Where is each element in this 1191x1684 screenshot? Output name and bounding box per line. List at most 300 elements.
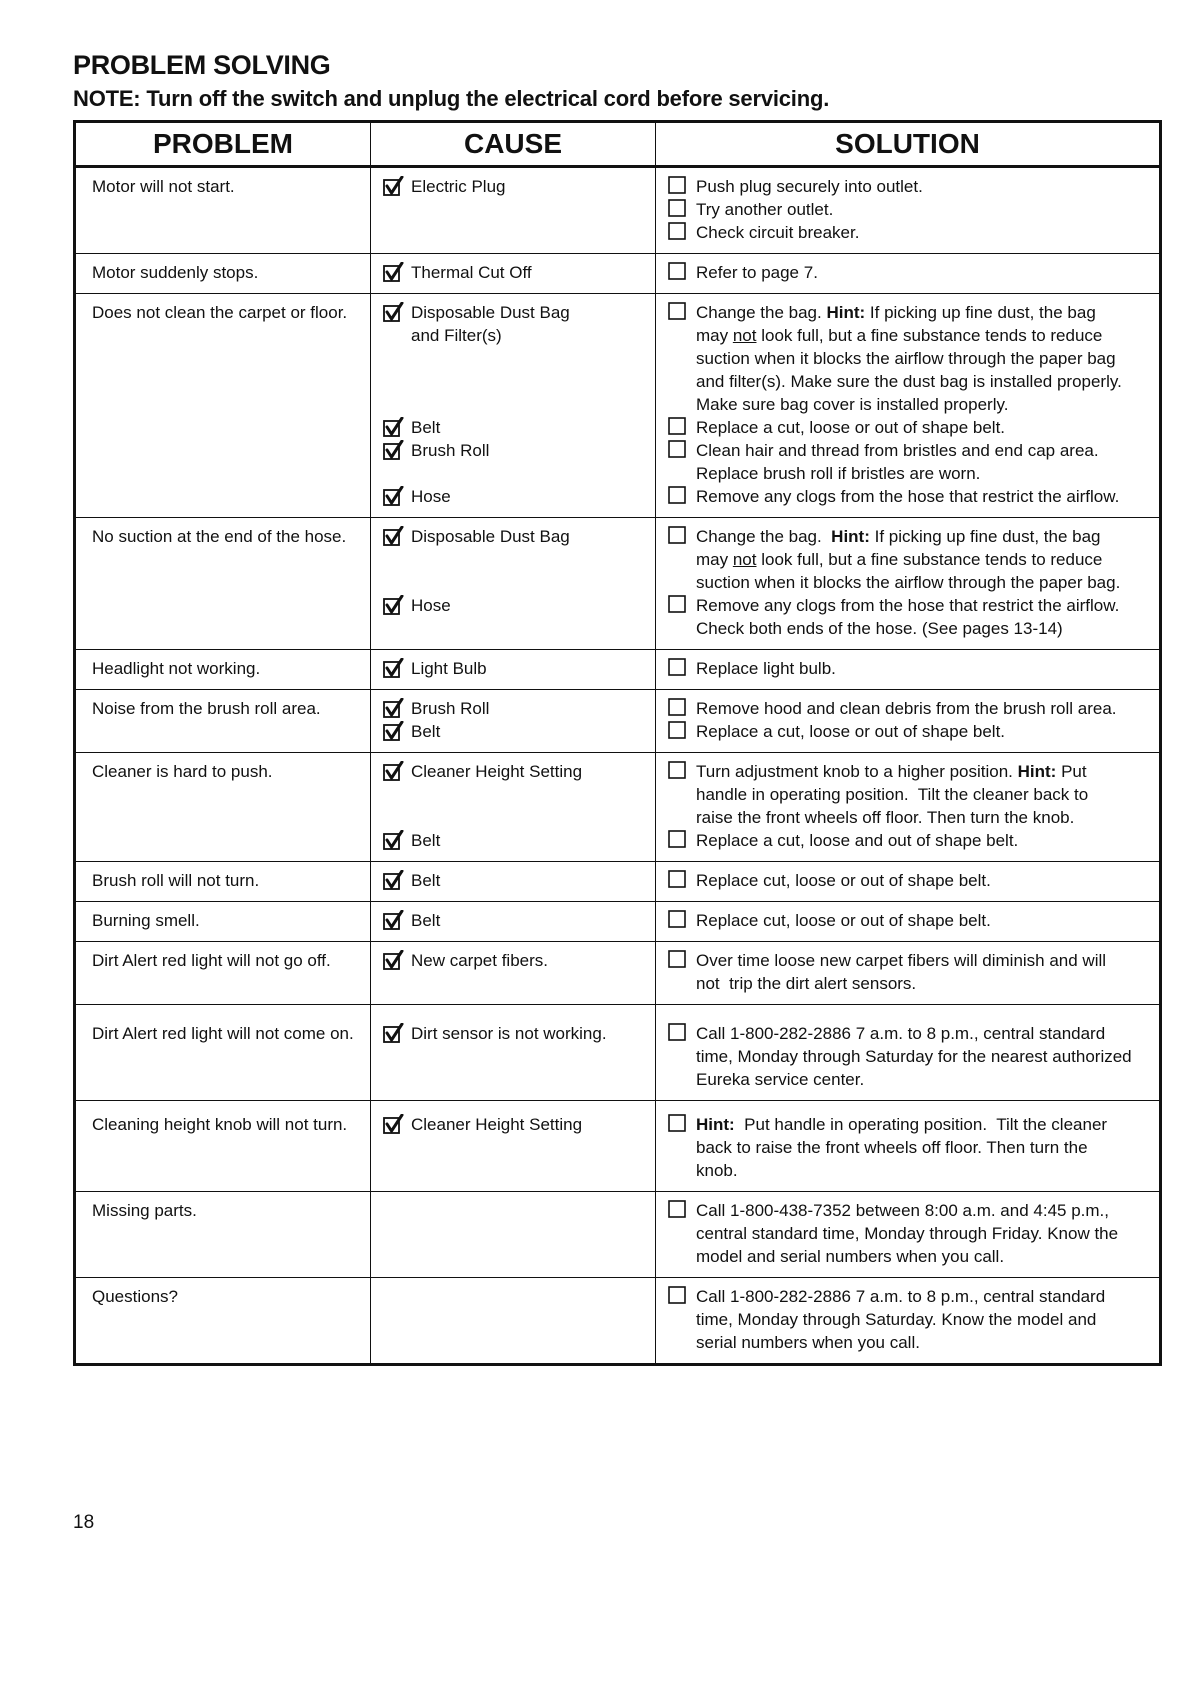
text-run: Eureka service center.: [696, 1070, 865, 1089]
solution-line: [666, 1285, 1151, 1308]
solution-line: [666, 1045, 1151, 1068]
empty-checkbox-icon: [666, 869, 696, 892]
column-header-cause: CAUSE: [371, 122, 656, 167]
empty-checkbox-icon: [666, 657, 696, 680]
problem-cell: [75, 690, 371, 753]
solution-text: [696, 829, 1018, 852]
problem-text: Dirt Alert red light will not go off.: [92, 951, 331, 970]
cause-text: Dirt sensor is not working.: [411, 1024, 607, 1043]
indent-spacer: [666, 1045, 696, 1068]
solution-line: [666, 221, 1151, 244]
problem-text: Headlight not working.: [92, 659, 261, 678]
cause-cell: [371, 942, 656, 1005]
indent-spacer: [666, 1159, 696, 1182]
solution-line: [666, 301, 1151, 324]
cause-text: Electric Plug: [411, 177, 506, 196]
cause-cell: [371, 518, 656, 650]
text-run: Replace cut, loose or out of shape belt.: [696, 911, 991, 930]
problem-cell: [75, 902, 371, 942]
problem-cell: [75, 1192, 371, 1278]
empty-checkbox-icon: [666, 1022, 696, 1045]
indent-spacer: [666, 972, 696, 995]
solution-cell: [656, 902, 1161, 942]
cause-text: Cleaner Height Setting: [411, 762, 583, 781]
cause-cell: [371, 294, 656, 518]
checked-box-icon: [381, 1113, 411, 1136]
indent-spacer: [666, 783, 696, 806]
solution-line: [666, 1245, 1151, 1268]
empty-checkbox-icon: [666, 198, 696, 221]
cause-item: [381, 1113, 647, 1136]
text-run: handle in operating position. Tilt the cleaner back to: [696, 785, 1089, 804]
cause-text: Hose: [411, 596, 451, 615]
solution-line: [666, 806, 1151, 829]
empty-checkbox-icon: [666, 697, 696, 720]
checked-box-icon: [381, 416, 411, 439]
text-run: suction when it blocks the airflow through the paper bag: [696, 349, 1116, 368]
cause-text: New carpet fibers.: [411, 951, 548, 970]
solution-text: [696, 617, 1063, 640]
solution-cell: [656, 518, 1161, 650]
problem-text: Missing parts.: [92, 1201, 197, 1220]
checked-box-icon: [381, 525, 411, 548]
solution-line: [666, 1222, 1151, 1245]
solution-line: [666, 1308, 1151, 1331]
text-run: Remove any clogs from the hose that restrict the airflow.: [696, 596, 1120, 615]
text-run: If picking up fine dust, the bag: [865, 303, 1096, 322]
indent-spacer: [381, 324, 411, 347]
text-run: Call 1-800-282-2886 7 a.m. to 8 p.m., central standard: [696, 1024, 1106, 1043]
solution-text: [696, 439, 1099, 462]
cause-item: [381, 949, 647, 972]
cause-text: Belt: [411, 722, 441, 741]
solution-line: [666, 393, 1151, 416]
solution-text: [696, 1285, 1105, 1308]
problem-text: Noise from the brush roll area.: [92, 699, 321, 718]
cause-item: [381, 439, 647, 462]
solution-cell: [656, 1192, 1161, 1278]
checked-box-icon: [381, 657, 411, 680]
cause-text: Cleaner Height Setting: [411, 1115, 583, 1134]
solution-line: [666, 909, 1151, 932]
solution-line: [666, 783, 1151, 806]
text-run: Refer to page 7.: [696, 263, 818, 282]
solution-text: [696, 1045, 1132, 1068]
text-run: Call 1-800-282-2886 7 a.m. to 8 p.m., central standard: [696, 1287, 1106, 1306]
emphasis-text: not: [732, 326, 757, 345]
solution-text: [696, 1222, 1118, 1245]
solution-line: [666, 485, 1151, 508]
cause-cell: [371, 1192, 656, 1278]
empty-checkbox-icon: [666, 261, 696, 284]
problem-solving-table: [73, 120, 1162, 1366]
solution-cell: [656, 690, 1161, 753]
empty-checkbox-icon: [666, 175, 696, 198]
indent-spacer: [666, 571, 696, 594]
solution-text: [696, 594, 1119, 617]
empty-checkbox-icon: [666, 760, 696, 783]
solution-text: [696, 301, 1096, 324]
indent-spacer: [666, 324, 696, 347]
indent-spacer: [666, 1222, 696, 1245]
solution-line: [666, 1159, 1151, 1182]
text-run: Over time loose new carpet fibers will diminish and will: [696, 951, 1107, 970]
cause-item: [381, 909, 647, 932]
cause-cell: [371, 1005, 656, 1101]
solution-text: [696, 485, 1119, 508]
text-run: Try another outlet.: [696, 200, 834, 219]
solution-text: [696, 869, 991, 892]
text-run: suction when it blocks the airflow through the paper bag.: [696, 573, 1121, 592]
solution-text: [696, 221, 859, 244]
table-row: [75, 650, 1161, 690]
cause-text: Brush Roll: [411, 699, 490, 718]
cause-item: [381, 594, 647, 617]
empty-checkbox-icon: [666, 525, 696, 548]
cause-text: and Filter(s): [411, 326, 502, 345]
solution-line: [666, 439, 1151, 462]
problem-cell: [75, 1101, 371, 1192]
solution-text: [696, 1159, 738, 1182]
solution-line: [666, 869, 1151, 892]
text-run: Push plug securely into outlet.: [696, 177, 923, 196]
problem-text: Burning smell.: [92, 911, 200, 930]
empty-checkbox-icon: [666, 1285, 696, 1308]
text-run: look full, but a fine substance tends to reduce: [756, 326, 1103, 345]
indent-spacer: [666, 1245, 696, 1268]
empty-checkbox-icon: [666, 1199, 696, 1222]
solution-text: [696, 347, 1116, 370]
cause-item: [381, 175, 647, 198]
problem-text: Motor will not start.: [92, 177, 235, 196]
table-row: [75, 254, 1161, 294]
text-run: time, Monday through Saturday for the nearest authorized: [696, 1047, 1132, 1066]
solution-text: [696, 1136, 1088, 1159]
text-run: Replace brush roll if bristles are worn.: [696, 464, 981, 483]
cause-cell: [371, 690, 656, 753]
empty-checkbox-icon: [666, 416, 696, 439]
text-run: Replace cut, loose or out of shape belt.: [696, 871, 991, 890]
problem-text: Cleaner is hard to push.: [92, 762, 273, 781]
solution-text: [696, 370, 1122, 393]
cause-text: Light Bulb: [411, 659, 487, 678]
empty-checkbox-icon: [666, 594, 696, 617]
cause-item: [381, 261, 647, 284]
indent-spacer: [666, 347, 696, 370]
solution-text: [696, 525, 1101, 548]
checked-box-icon: [381, 485, 411, 508]
checked-box-icon: [381, 175, 411, 198]
solution-cell: [656, 862, 1161, 902]
solution-text: [696, 175, 923, 198]
table-row: [75, 294, 1161, 518]
text-run: Change the bag.: [696, 527, 832, 546]
page-number: 18: [73, 1512, 95, 1533]
cause-item: [381, 416, 647, 439]
hint-label: Hint:: [826, 303, 866, 322]
text-run: Put handle in operating position. Tilt the cleaner: [734, 1115, 1108, 1134]
solution-cell: [656, 294, 1161, 518]
cause-text: Belt: [411, 418, 441, 437]
solution-line: [666, 760, 1151, 783]
cause-text: Thermal Cut Off: [411, 263, 532, 282]
text-run: Replace a cut, loose or out of shape belt.: [696, 418, 1006, 437]
solution-text: [696, 198, 833, 221]
solution-line: [666, 370, 1151, 393]
solution-line: [666, 261, 1151, 284]
solution-text: [696, 571, 1120, 594]
cause-item: [381, 525, 647, 548]
table-row: [75, 753, 1161, 862]
cause-cell: [371, 650, 656, 690]
checked-box-icon: [381, 301, 411, 324]
text-run: model and serial numbers when you call.: [696, 1247, 1005, 1266]
table-row: [75, 942, 1161, 1005]
cause-text: Disposable Dust Bag: [411, 303, 570, 322]
text-run: Check circuit breaker.: [696, 223, 860, 242]
solution-text: [696, 783, 1088, 806]
cause-item: [381, 720, 647, 743]
empty-checkbox-icon: [666, 949, 696, 972]
cause-item: [381, 829, 647, 852]
hint-label: Hint:: [696, 1115, 735, 1134]
empty-checkbox-icon: [666, 301, 696, 324]
cause-item: [381, 301, 647, 324]
table-row: [75, 167, 1161, 254]
solution-line: [666, 972, 1151, 995]
checked-box-icon: [381, 1022, 411, 1045]
solution-cell: [656, 1101, 1161, 1192]
cause-text: Belt: [411, 911, 441, 930]
table-header-row: [75, 122, 1161, 167]
column-header-solution: SOLUTION: [656, 122, 1161, 167]
table-row: [75, 1192, 1161, 1278]
solution-text: [696, 1331, 920, 1354]
solution-text: [696, 949, 1106, 972]
solution-text: [696, 416, 1005, 439]
solution-line: [666, 1068, 1151, 1091]
cause-item: [381, 485, 647, 508]
text-run: serial numbers when you call.: [696, 1333, 920, 1352]
hint-label: Hint:: [831, 527, 870, 546]
cause-text: Belt: [411, 871, 441, 890]
solution-text: [696, 720, 1005, 743]
checked-box-icon: [381, 829, 411, 852]
indent-spacer: [666, 617, 696, 640]
emphasis-text: not: [732, 550, 757, 569]
text-run: Replace a cut, loose or out of shape belt.: [696, 722, 1006, 741]
text-run: Remove hood and clean debris from the brush roll area.: [696, 699, 1117, 718]
table-row: [75, 862, 1161, 902]
checked-box-icon: [381, 869, 411, 892]
text-run: knob.: [696, 1161, 738, 1180]
cause-text: Disposable Dust Bag: [411, 527, 570, 546]
solution-cell: [656, 650, 1161, 690]
empty-checkbox-icon: [666, 909, 696, 932]
solution-line: [666, 949, 1151, 972]
table-row: [75, 1005, 1161, 1101]
cause-cell: [371, 167, 656, 254]
problem-cell: [75, 862, 371, 902]
hint-label: Hint:: [1017, 762, 1057, 781]
solution-cell: [656, 254, 1161, 294]
page-title: PROBLEM SOLVING: [73, 50, 331, 80]
solution-line: [666, 829, 1151, 852]
problem-cell: [75, 650, 371, 690]
problem-text: Motor suddenly stops.: [92, 263, 259, 282]
text-run: Call 1-800-438-7352 between 8:00 a.m. and 4:45 p.m.,: [696, 1201, 1109, 1220]
text-run: central standard time, Monday through Friday. Know the: [696, 1224, 1119, 1243]
text-run: back to raise the front wheels off floor. Then turn the: [696, 1138, 1088, 1157]
cause-item: [381, 1022, 647, 1045]
problem-cell: [75, 1005, 371, 1101]
cause-cell: [371, 1101, 656, 1192]
indent-spacer: [666, 1068, 696, 1091]
problem-text: Dirt Alert red light will not come on.: [92, 1024, 354, 1043]
problem-cell: [75, 753, 371, 862]
solution-text: [696, 909, 991, 932]
text-run: Replace a cut, loose and out of shape belt.: [696, 831, 1019, 850]
text-run: not trip the dirt alert sensors.: [696, 974, 917, 993]
text-run: may: [696, 326, 733, 345]
problem-text: No suction at the end of the hose.: [92, 527, 347, 546]
solution-text: [696, 1113, 1107, 1136]
cause-text: Hose: [411, 487, 451, 506]
cause-item: [381, 697, 647, 720]
solution-line: [666, 697, 1151, 720]
cause-item: [381, 760, 647, 783]
solution-cell: [656, 167, 1161, 254]
solution-text: [696, 697, 1117, 720]
problem-text: Does not clean the carpet or floor.: [92, 303, 348, 322]
cause-item: [381, 657, 647, 680]
empty-checkbox-icon: [666, 485, 696, 508]
cause-item: [381, 324, 647, 347]
checked-box-icon: [381, 439, 411, 462]
solution-text: [696, 393, 1008, 416]
solution-line: [666, 1331, 1151, 1354]
cause-cell: [371, 753, 656, 862]
solution-text: [696, 324, 1102, 347]
solution-text: [696, 1199, 1109, 1222]
checked-box-icon: [381, 697, 411, 720]
solution-line: [666, 594, 1151, 617]
checked-box-icon: [381, 949, 411, 972]
solution-line: [666, 198, 1151, 221]
solution-line: [666, 1113, 1151, 1136]
empty-checkbox-icon: [666, 1113, 696, 1136]
solution-text: [696, 806, 1074, 829]
problem-cell: [75, 254, 371, 294]
column-header-problem: PROBLEM: [75, 122, 371, 167]
solution-text: [696, 261, 818, 284]
solution-line: [666, 1136, 1151, 1159]
table-row: [75, 690, 1161, 753]
checked-box-icon: [381, 760, 411, 783]
cause-text: Brush Roll: [411, 441, 490, 460]
indent-spacer: [666, 393, 696, 416]
cause-cell: [371, 862, 656, 902]
empty-checkbox-icon: [666, 829, 696, 852]
text-run: Put: [1056, 762, 1087, 781]
table-row: [75, 902, 1161, 942]
solution-line: [666, 571, 1151, 594]
cause-cell: [371, 1278, 656, 1365]
text-run: look full, but a fine substance tends to reduce: [756, 550, 1103, 569]
solution-cell: [656, 1005, 1161, 1101]
cause-cell: [371, 254, 656, 294]
checked-box-icon: [381, 261, 411, 284]
solution-text: [696, 1022, 1105, 1045]
cause-cell: [371, 902, 656, 942]
solution-line: [666, 347, 1151, 370]
checked-box-icon: [381, 720, 411, 743]
solution-cell: [656, 1278, 1161, 1365]
solution-line: [666, 617, 1151, 640]
solution-text: [696, 1068, 864, 1091]
solution-line: [666, 462, 1151, 485]
solution-text: [696, 1308, 1096, 1331]
solution-text: [696, 548, 1102, 571]
solution-line: [666, 416, 1151, 439]
text-run: may: [696, 550, 733, 569]
text-run: Change the bag.: [696, 303, 827, 322]
table-row: [75, 1278, 1161, 1365]
solution-text: [696, 462, 980, 485]
text-run: If picking up fine dust, the bag: [869, 527, 1101, 546]
text-run: Make sure bag cover is installed properly.: [696, 395, 1009, 414]
indent-spacer: [666, 462, 696, 485]
solution-line: [666, 720, 1151, 743]
indent-spacer: [666, 1331, 696, 1354]
empty-checkbox-icon: [666, 439, 696, 462]
problem-text: Brush roll will not turn.: [92, 871, 260, 890]
solution-line: [666, 657, 1151, 680]
problem-text: Questions?: [92, 1287, 178, 1306]
cause-item: [381, 869, 647, 892]
solution-line: [666, 175, 1151, 198]
solution-line: [666, 1022, 1151, 1045]
table-row: [75, 518, 1161, 650]
problem-cell: [75, 167, 371, 254]
text-run: time, Monday through Saturday. Know the model and: [696, 1310, 1097, 1329]
solution-line: [666, 525, 1151, 548]
text-run: Clean hair and thread from bristles and end cap area.: [696, 441, 1099, 460]
problem-cell: [75, 1278, 371, 1365]
text-run: Remove any clogs from the hose that restrict the airflow.: [696, 487, 1120, 506]
indent-spacer: [666, 548, 696, 571]
problem-cell: [75, 294, 371, 518]
indent-spacer: [666, 1308, 696, 1331]
solution-cell: [656, 753, 1161, 862]
checked-box-icon: [381, 594, 411, 617]
safety-note: NOTE: Turn off the switch and unplug the electrical cord before servicing.: [73, 86, 830, 111]
problem-text: Cleaning height knob will not turn.: [92, 1115, 348, 1134]
solution-line: [666, 548, 1151, 571]
problem-cell: [75, 942, 371, 1005]
indent-spacer: [666, 1136, 696, 1159]
solution-line: [666, 324, 1151, 347]
indent-spacer: [666, 370, 696, 393]
text-run: Replace light bulb.: [696, 659, 836, 678]
problem-cell: [75, 518, 371, 650]
solution-text: [696, 1245, 1004, 1268]
table-row: [75, 1101, 1161, 1192]
text-run: Check both ends of the hose. (See pages 13-14): [696, 619, 1063, 638]
solution-text: [696, 972, 916, 995]
solution-cell: [656, 942, 1161, 1005]
text-run: raise the front wheels off floor. Then turn the knob.: [696, 808, 1075, 827]
